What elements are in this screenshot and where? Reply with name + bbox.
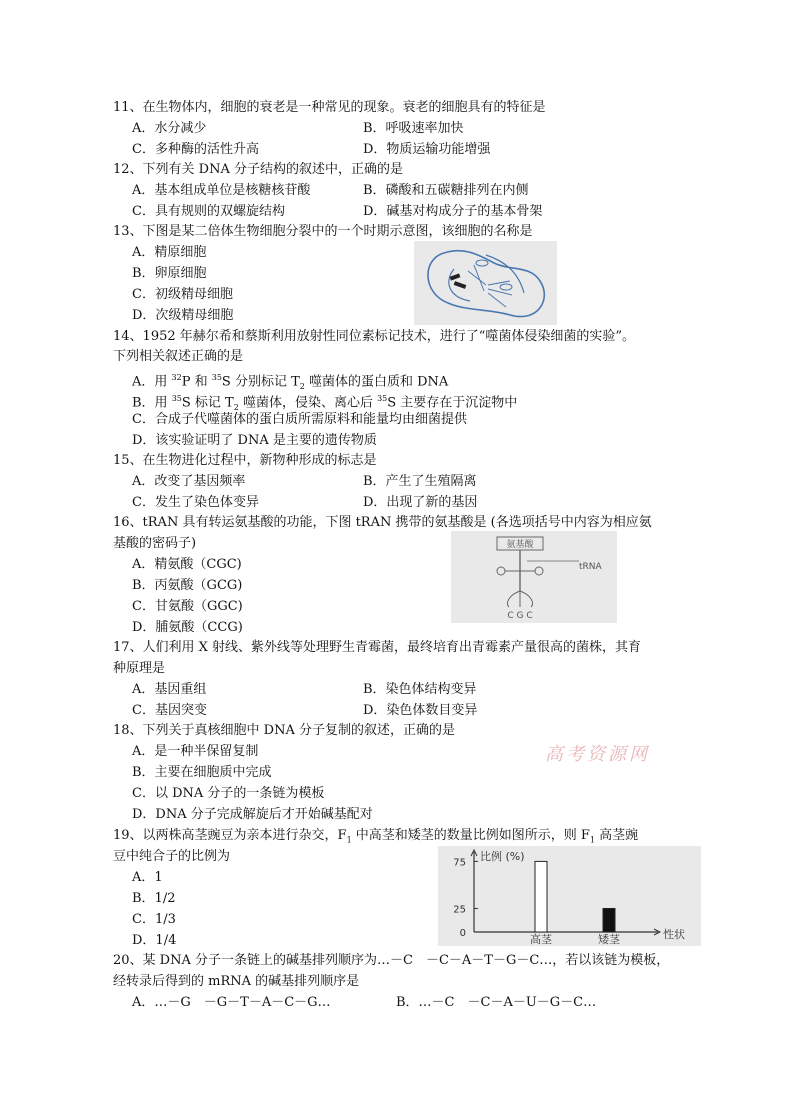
q17-option-d: D．染色体数目变异: [363, 703, 478, 718]
ratio-bar-chart-svg: [438, 846, 701, 946]
chart-bar-tall: [535, 861, 547, 932]
q12-option-d: D．碱基对构成分子的基本骨架: [363, 204, 543, 219]
trna-figure: [451, 531, 617, 623]
cell-division-drawing: [414, 241, 557, 325]
q14-option-b: B．用 $^{35}$S 标记 $T_2$ 噬菌体，侵染、离心后 $^{35}$S 主要存在于沉淀物中: [132, 394, 518, 412]
q13-option-d: D．次级精母细胞: [132, 308, 234, 323]
q13-option-a: A．精原细胞: [132, 245, 207, 260]
q16-stem-line1: 16、tRAN 具有转运氨基酸的功能，下图 tRAN 携带的氨基酸是 (各选项括号中内容为相应氨: [113, 515, 652, 530]
q12-option-c: C．具有规则的双螺旋结构: [132, 204, 285, 219]
chart-ytick-label: 0: [459, 928, 466, 939]
q18-option-b: B．主要在细胞质中完成: [132, 765, 272, 780]
q19-option-b: B．1/2: [132, 891, 176, 906]
chart-ylabel: 比例 (%): [480, 850, 525, 863]
q11-stem: 11、在生物体内，细胞的衰老是一种常见的现象。衰老的细胞具有的特征是: [113, 100, 546, 115]
q19-option-a: A．1: [132, 870, 163, 885]
q13-option-b: B．卵原细胞: [132, 266, 207, 281]
chart-ytick-label: 25: [453, 904, 466, 916]
q19-stem-line1: 19、以两株高茎豌豆为亲本进行杂交，$F_1$ 中高茎和矮茎的数量比例如图所示，则 $F_1$ 高茎豌: [113, 828, 639, 845]
q15-option-b: B．产生了生殖隔离: [363, 474, 477, 489]
q13-stem: 13、下图是某二倍体生物细胞分裂中的一个时期示意图，该细胞的名称是: [113, 224, 533, 239]
trna-label: tRNA: [579, 562, 602, 572]
q17-stem-line1: 17、人们利用 X 射线、紫外线等处理野生青霉菌，最终培育出青霉素产量很高的菌株，其育: [113, 640, 642, 655]
q14-stem-line1: 14、1952 年赫尔希和蔡斯利用放射性同位素标记技术，进行了“噬菌体侵染细菌的实验”。: [113, 329, 636, 344]
chart-category-label: 矮茎: [598, 933, 620, 946]
q15-option-a: A．改变了基因频率: [132, 474, 246, 489]
q11-option-d: D．物质运输功能增强: [363, 142, 491, 157]
q16-option-b: B．丙氨酸（GCG): [132, 578, 243, 593]
ratio-bar-chart: [438, 846, 701, 946]
q17-option-a: A．基因重组: [132, 682, 207, 697]
q14-stem-line2: 下列相关叙述正确的是: [113, 349, 244, 364]
chart-category-label: 高茎: [530, 933, 552, 946]
q11-option-c: C．多种酶的活性升高: [132, 142, 259, 157]
trna-drawing: [451, 531, 617, 623]
q14-option-d: D．该实验证明了 DNA 是主要的遗传物质: [132, 433, 377, 448]
q16-option-d: D．脯氨酸（CCG): [132, 620, 243, 635]
trna-amino-acid-label: 氨基酸: [506, 540, 534, 550]
q17-stem-line2: 种原理是: [113, 661, 166, 676]
q20-option-a: A．…－G －G－T－A－C－G…: [132, 995, 331, 1010]
q20-stem-line1: 20、某 DNA 分子一条链上的碱基排列顺序为…－C －C－A－T－G－C…，若以该链为模板，: [113, 953, 670, 968]
q20-option-b: B．…－C －C－A－U－G－C…: [396, 995, 597, 1010]
q19-option-d: D．1/4: [132, 933, 177, 948]
q14-option-a: A．用 $^{32}$P 和 $^{35}$S 分别标记 $T_2$ 噬菌体的蛋白质和 DNA: [132, 373, 449, 391]
watermark-logo: 高考资源网: [545, 744, 650, 765]
q15-option-c: C．发生了染色体变异: [132, 495, 259, 510]
q12-stem: 12、下列有关 DNA 分子结构的叙述中，正确的是: [113, 162, 403, 177]
q18-option-c: C．以 DNA 分子的一条链为模板: [132, 786, 325, 801]
q17-option-b: B．染色体结构变异: [363, 682, 477, 697]
q18-option-a: A．是一种半保留复制: [132, 744, 259, 759]
q13-option-c: C．初级精母细胞: [132, 287, 233, 302]
chart-ytick-label: 75: [453, 857, 466, 869]
q12-option-b: B．磷酸和五碳糖排列在内侧: [363, 183, 529, 198]
q18-option-d: D．DNA 分子完成解旋后才开始碱基配对: [132, 807, 373, 822]
q16-stem-line2: 基酸的密码子): [113, 536, 197, 551]
chart-bar-short: [603, 908, 615, 932]
q11-option-a: A．水分减少: [132, 121, 207, 136]
q17-option-c: C．基因突变: [132, 703, 207, 718]
q12-option-a: A．基本组成单位是核糖核苷酸: [132, 183, 311, 198]
trna-anticodon: C G C: [507, 611, 533, 621]
cell-division-figure: [414, 241, 557, 325]
q14-option-c: C．合成子代噬菌体的蛋白质所需原料和能量均由细菌提供: [132, 412, 467, 427]
q11-option-b: B．呼吸速率加快: [363, 121, 464, 136]
q19-option-c: C．1/3: [132, 912, 176, 927]
q16-option-c: C．甘氨酸（GGC): [132, 599, 243, 614]
q19-stem-line2: 豆中纯合子的比例为: [113, 849, 231, 864]
q15-stem: 15、在生物进化过程中，新物种形成的标志是: [113, 453, 377, 468]
q20-stem-line2: 经转录后得到的 mRNA 的碱基排列顺序是: [113, 974, 360, 989]
q18-stem: 18、下列关于真核细胞中 DNA 分子复制的叙述，正确的是: [113, 723, 455, 738]
chart-xlabel: 性状: [663, 928, 685, 941]
q15-option-d: D．出现了新的基因: [363, 495, 478, 510]
q16-option-a: A．精氨酸（CGC): [132, 557, 242, 572]
